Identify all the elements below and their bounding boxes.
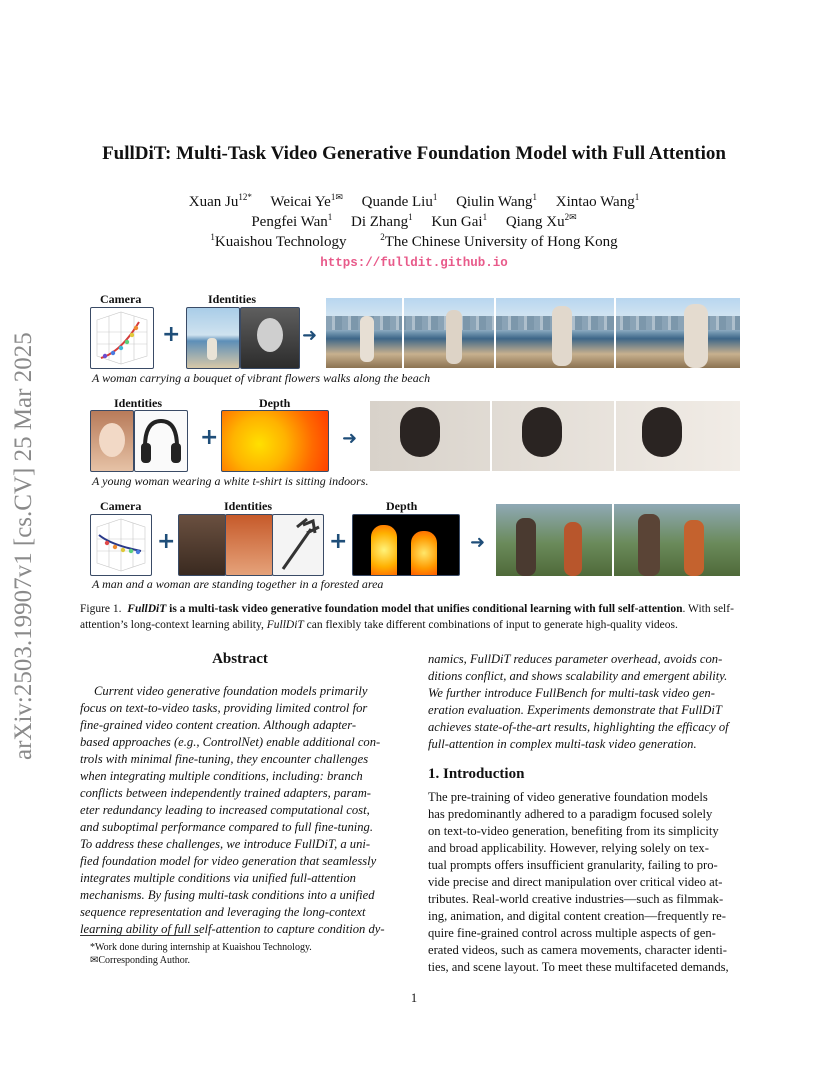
identity-image-man	[178, 514, 226, 576]
arrow-right-icon: ➜	[342, 428, 358, 449]
author: Qiang $Xu^{2✉}$	[505, 212, 577, 230]
affiliations: $^1$Kuaishou Technology $^2$The Chinese University of Hong Kong	[210, 232, 618, 250]
row3-label-depth: Depth	[386, 499, 418, 513]
depth-map-image	[221, 410, 329, 472]
figure-caption: Figure 1. FullDiT is a multi-task video generative foundation model that unifies conditional learning with full self-attention. With self-attention’s long-context learning ability, FullDiT can flexibly take different combinations of input to generate high-quality videos.	[80, 603, 734, 631]
author: Di Zhang$^1$	[351, 212, 413, 230]
author: Kun Gai$^1$	[431, 212, 488, 230]
author: Pengfei Wan$^1$	[251, 212, 333, 230]
footnote-rule	[80, 935, 200, 936]
generated-video-row1	[326, 298, 740, 368]
authors-line-2	[0, 214, 828, 231]
identity-image-woman	[225, 514, 273, 576]
abstract-continued: namics, FullDiT reduces parameter overhead, avoids con- ditions conflict, and shows scalability and emergent ability. We further introduce FullBench for multi-task video gen- eration evaluation. Experiments demonstrate that FullDiT achieves state-of-the-art results, highlighting the efficacy of full-attention in complex multi-task video generation.	[428, 652, 729, 751]
generated-video-row3	[496, 504, 740, 576]
plus-icon: +	[329, 529, 348, 554]
author: Quande Liu$^1$	[361, 192, 438, 210]
row1-caption: A woman carrying a bouquet of vibrant flowers walks along the beach	[92, 371, 431, 385]
row3-caption: A man and a woman are standing together in a forested area	[92, 577, 384, 591]
plus-icon: +	[162, 322, 181, 347]
author: Xintao Wang$^1$	[555, 192, 640, 210]
camera-trajectory-plot	[90, 514, 152, 576]
arrow-right-icon: ➜	[302, 325, 318, 346]
identity-image-trident	[272, 514, 324, 576]
identity-image-portrait	[240, 307, 300, 369]
abstract-body: Current video generative foundation models primarily focus on text-to-video tasks, providing limited control for fine-grained video content creation. Although adapter- based approaches (e.g., ControlNet) enable additional con- trols with minimal fine-tuning, they encounter challenges when integrating multiple conditions, including: branch conflicts between independently trained adapters, param- eter redundancy leading to increased computational cost, and suboptimal performance compared to full fine-tuning. To address these challenges, we introduce FullDiT, a uni- fied foundation model for video generation that seamlessly integrates multiple conditions via unified full-attention mechanisms. By fusing multi-task conditions into a unified sequence representation and leveraging the long-context learning ability of full self-attention to capture condition dy-	[80, 684, 385, 936]
generated-video-row2	[370, 401, 740, 471]
abstract-heading: Abstract	[212, 651, 268, 667]
plus-icon: +	[200, 425, 219, 450]
intro-body: The pre-training of video generative foundation models has predominantly adhered to a paradigm focused solely on text-to-video generation, benefiting from its simplicity and broad applicability. However, relying solely on tex- tual prompts offers insufficient granularity, failing to pro- vide precise and direct manipulation over critical video at- tributes. Real-world creative industries—such as filmmak- ing, animation, and digital content creation—frequently re- quire fine-grained control across multiple aspects of gen- erated videos, such as camera movements, character identi- ties, and scene layout. To meet these multifaceted demands,	[428, 790, 729, 974]
camera-trajectory-plot	[90, 307, 154, 369]
identity-image-headphones	[134, 410, 188, 472]
arrow-right-icon: ➜	[470, 532, 486, 553]
identity-image-young-woman	[90, 410, 134, 472]
author: Qiulin Wang$^1$	[456, 192, 538, 210]
row3-label-camera: Camera	[100, 499, 142, 513]
row3-label-identities: Identities	[224, 499, 272, 513]
row2-label-identities: Identities	[114, 396, 162, 410]
intro-heading: 1. Introduction	[428, 766, 525, 782]
footnote-corresponding: ✉Corresponding Author.	[90, 955, 191, 966]
row1-label-identities: Identities	[208, 292, 256, 306]
authors-line-1	[0, 194, 828, 211]
paper-title: FullDiT: Multi-Task Video Generative Foundation Model with Full Attention	[102, 143, 726, 164]
affiliation: Kuaishou Technology	[214, 234, 347, 250]
row1-label-camera: Camera	[100, 292, 142, 306]
page-number: 1	[410, 991, 418, 1005]
author: Xuan $Ju^{12*}$	[188, 192, 252, 210]
row2-caption: A young woman wearing a white t-shirt is sitting indoors.	[92, 474, 369, 488]
author: Weicai $Ye^{1✉}$	[270, 192, 343, 210]
identity-image-beach-woman	[186, 307, 240, 369]
affiliation: The Chinese University of Hong Kong	[384, 234, 618, 250]
row2-label-depth: Depth	[259, 396, 291, 410]
depth-map-image	[352, 514, 460, 576]
footnote-internship: *Work done during internship at Kuaishou Technology.	[90, 942, 312, 953]
project-url-link[interactable]: https://fulldit.github.io	[320, 256, 508, 270]
plus-icon: +	[157, 529, 176, 554]
arxiv-stamp: arXiv:2503.19907v1 [cs.CV] 25 Mar 2025	[10, 332, 37, 760]
